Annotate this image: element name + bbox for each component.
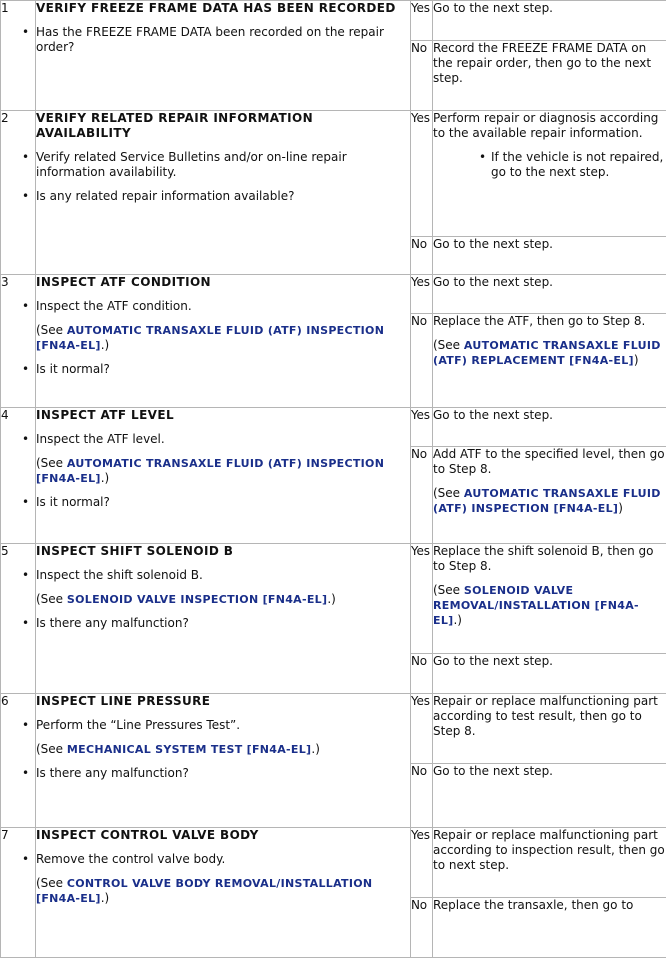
see-open: (See [36,742,67,756]
step-title: INSPECT SHIFT SOLENOID B [36,544,410,559]
step-action [36,275,411,408]
yes-result: Go to the next step. [433,408,666,447]
yes-result-subitem: • If the vehicle is not repaired, go to the next step. [491,150,666,180]
see-reference [433,486,666,516]
step-row-7-yes [1,828,666,898]
yes-result: Repair or replace malfunctioning part according to test result, then go to Step 8. [433,694,666,764]
step-action [36,828,411,958]
no-result: Replace the transaxle, then go to [433,898,666,958]
no-result: Go to the next step. [433,654,666,694]
step-row-3-yes [1,275,666,314]
step-number: 4 [1,408,36,544]
step-action [36,408,411,544]
step-item: • Inspect the ATF level. [36,432,410,447]
no-result [433,447,666,544]
step-item: • Perform the “Line Pressures Test”. [36,718,410,733]
yes-label: Yes [411,408,433,447]
see-close: ) [618,501,623,515]
no-label: No [411,898,433,958]
see-close: .) [453,613,462,627]
yes-label: Yes [411,544,433,654]
step-title: VERIFY RELATED REPAIR INFORMATION AVAILABILITY [36,111,410,141]
reference-link[interactable]: AUTOMATIC TRANSAXLE FLUID (ATF) REPLACEMENT [FN4A-EL] [433,339,661,367]
yes-result [433,111,666,237]
step-row-6-yes [1,694,666,764]
see-open: (See [36,323,67,337]
step-number: 1 [1,1,36,111]
reference-link[interactable]: AUTOMATIC TRANSAXLE FLUID (ATF) INSPECTION [FN4A-EL] [36,457,384,485]
no-label: No [411,764,433,828]
see-close: .) [327,592,336,606]
step-item: • Is any related repair information available? [36,189,410,204]
step-row-4-yes [1,408,666,447]
see-open: (See [433,486,464,500]
see-reference [36,742,410,757]
see-open: (See [433,583,464,597]
no-result: Go to the next step. [433,237,666,275]
reference-link[interactable]: MECHANICAL SYSTEM TEST [FN4A-EL] [67,743,311,756]
yes-label: Yes [411,828,433,898]
step-number: 6 [1,694,36,828]
see-close: .) [101,471,110,485]
no-label: No [411,237,433,275]
step-title: INSPECT LINE PRESSURE [36,694,410,709]
reference-link[interactable]: AUTOMATIC TRANSAXLE FLUID (ATF) INSPECTION [FN4A-EL] [36,324,384,352]
see-close: .) [311,742,320,756]
step-row-2-yes [1,111,666,237]
step-item: • Remove the control valve body. [36,852,410,867]
step-item: • Is there any malfunction? [36,766,410,781]
step-item: • Verify related Service Bulletins and/or on-line repair information availability. [36,150,410,180]
yes-result: Go to the next step. [433,275,666,314]
yes-result: Repair or replace malfunctioning part according to inspection result, then go to next step. [433,828,666,898]
see-reference [433,338,666,368]
step-item: • Inspect the ATF condition. [36,299,410,314]
reference-link[interactable]: CONTROL VALVE BODY REMOVAL/INSTALLATION [FN4A-EL] [36,877,372,905]
yes-result: Go to the next step. [433,1,666,41]
no-label: No [411,41,433,111]
no-result: Record the FREEZE FRAME DATA on the repair order, then go to the next step. [433,41,666,111]
reference-link[interactable]: SOLENOID VALVE INSPECTION [FN4A-EL] [67,593,327,606]
see-open: (See [36,592,67,606]
no-result-text: Replace the ATF, then go to Step 8. [433,314,666,329]
step-row-1-yes [1,1,666,41]
step-number: 5 [1,544,36,694]
see-open: (See [36,456,67,470]
no-label: No [411,654,433,694]
see-reference [36,456,410,486]
step-action [36,1,411,111]
see-close: .) [101,891,110,905]
step-action [36,111,411,275]
step-item: • Inspect the shift solenoid B. [36,568,410,583]
see-close: .) [101,338,110,352]
no-result [433,314,666,408]
step-item: • Is it normal? [36,362,410,377]
no-result-text: Add ATF to the specified level, then go to Step 8. [433,447,666,477]
step-item: • Is it normal? [36,495,410,510]
step-item: • Has the FREEZE FRAME DATA been recorded on the repair order? [36,25,410,55]
yes-result [433,544,666,654]
step-action [36,694,411,828]
see-reference [36,592,410,607]
reference-link[interactable]: SOLENOID VALVE REMOVAL/INSTALLATION [FN4A-EL] [433,584,639,627]
yes-label: Yes [411,1,433,41]
step-number: 7 [1,828,36,958]
step-title: INSPECT ATF CONDITION [36,275,410,290]
step-title: VERIFY FREEZE FRAME DATA HAS BEEN RECORDED [36,1,410,16]
see-open: (See [433,338,464,352]
see-reference [36,876,410,906]
step-number: 2 [1,111,36,275]
step-title: INSPECT CONTROL VALVE BODY [36,828,410,843]
yes-label: Yes [411,275,433,314]
yes-label: Yes [411,694,433,764]
step-action [36,544,411,694]
no-label: No [411,314,433,408]
no-label: No [411,447,433,544]
step-title: INSPECT ATF LEVEL [36,408,410,423]
reference-link[interactable]: AUTOMATIC TRANSAXLE FLUID (ATF) INSPECTION [FN4A-EL] [433,487,661,515]
yes-label: Yes [411,111,433,237]
no-result: Go to the next step. [433,764,666,828]
yes-result-text: Perform repair or diagnosis according to the available repair information. [433,111,666,141]
step-item: • Is there any malfunction? [36,616,410,631]
step-number: 3 [1,275,36,408]
see-open: (See [36,876,67,890]
step-row-5-yes [1,544,666,654]
yes-result-text: Replace the shift solenoid B, then go to Step 8. [433,544,666,574]
see-reference [36,323,410,353]
see-close: ) [634,353,639,367]
see-reference [433,583,666,628]
